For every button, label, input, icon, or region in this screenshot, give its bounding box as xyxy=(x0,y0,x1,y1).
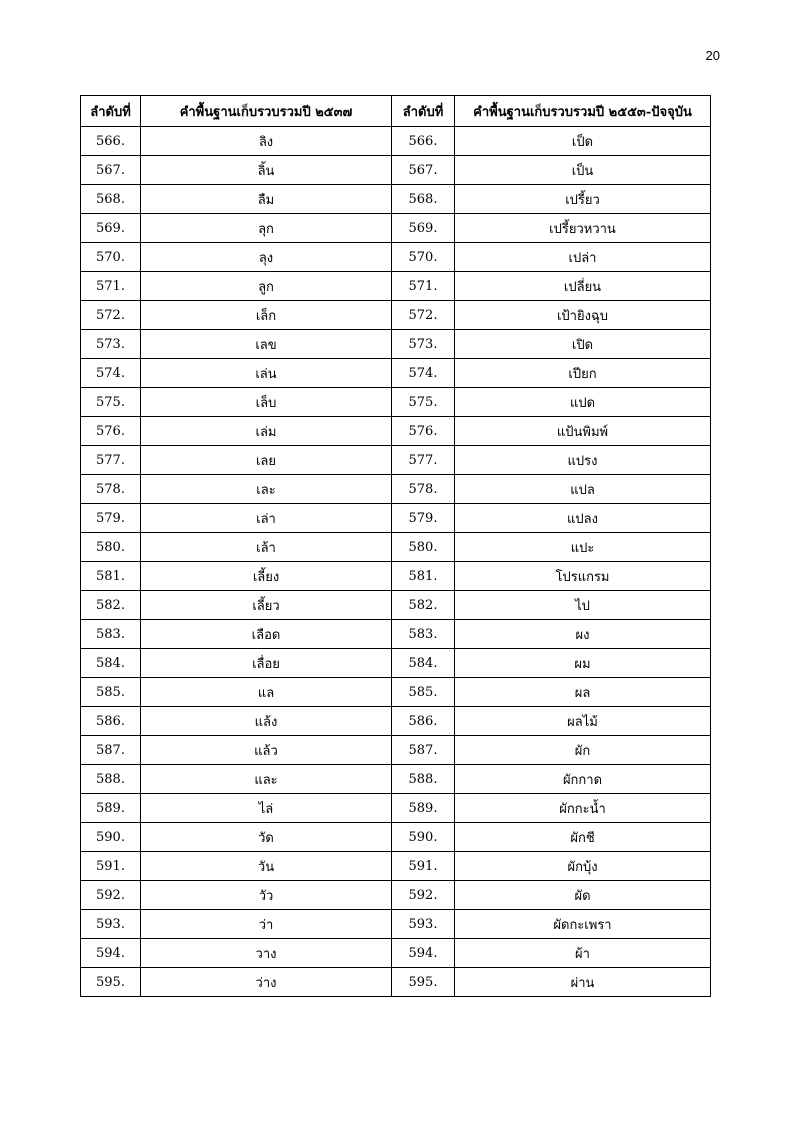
cell-word-2553: เป็น xyxy=(455,156,711,185)
cell-word-2537: เลข xyxy=(141,330,392,359)
cell-word-2537: แล้ง xyxy=(141,707,392,736)
cell-word-2553: แปด xyxy=(455,388,711,417)
cell-sequence-2: 577. xyxy=(392,446,455,475)
cell-sequence-2: 585. xyxy=(392,678,455,707)
cell-sequence-1: 579. xyxy=(81,504,141,533)
cell-sequence-1: 593. xyxy=(81,910,141,939)
cell-word-2553: ไป xyxy=(455,591,711,620)
cell-word-2537: เลี้ยง xyxy=(141,562,392,591)
table-row xyxy=(81,504,711,533)
cell-word-2553: โปรแกรม xyxy=(455,562,711,591)
cell-sequence-2: 593. xyxy=(392,910,455,939)
cell-sequence-2: 570. xyxy=(392,243,455,272)
cell-word-2553: เป้ายิงฉุบ xyxy=(455,301,711,330)
cell-word-2553: แปรง xyxy=(455,446,711,475)
cell-sequence-2: 579. xyxy=(392,504,455,533)
cell-word-2537: เลย xyxy=(141,446,392,475)
table-row xyxy=(81,359,711,388)
cell-word-2553: ผง xyxy=(455,620,711,649)
cell-sequence-2: 576. xyxy=(392,417,455,446)
cell-sequence-2: 594. xyxy=(392,939,455,968)
cell-word-2553: ผักกะน้ำ xyxy=(455,794,711,823)
table-row xyxy=(81,214,711,243)
cell-sequence-1: 575. xyxy=(81,388,141,417)
cell-word-2537: เล็บ xyxy=(141,388,392,417)
cell-sequence-2: 566. xyxy=(392,127,455,156)
table-row xyxy=(81,910,711,939)
cell-sequence-1: 587. xyxy=(81,736,141,765)
cell-word-2553: แปล xyxy=(455,475,711,504)
cell-word-2553: ผม xyxy=(455,649,711,678)
table-row xyxy=(81,272,711,301)
cell-word-2537: ลุก xyxy=(141,214,392,243)
cell-sequence-1: 574. xyxy=(81,359,141,388)
cell-sequence-1: 566. xyxy=(81,127,141,156)
cell-sequence-1: 591. xyxy=(81,852,141,881)
cell-word-2537: วัด xyxy=(141,823,392,852)
cell-word-2553: ผักบุ้ง xyxy=(455,852,711,881)
cell-sequence-2: 574. xyxy=(392,359,455,388)
cell-word-2537: เลื่อย xyxy=(141,649,392,678)
cell-sequence-1: 580. xyxy=(81,533,141,562)
cell-word-2537: ว่า xyxy=(141,910,392,939)
cell-word-2537: เล่ม xyxy=(141,417,392,446)
table-row xyxy=(81,330,711,359)
table-row xyxy=(81,852,711,881)
cell-sequence-1: 594. xyxy=(81,939,141,968)
word-comparison-table xyxy=(80,95,711,997)
cell-sequence-1: 567. xyxy=(81,156,141,185)
cell-word-2537: ลืม xyxy=(141,185,392,214)
cell-word-2537: ลิ้น xyxy=(141,156,392,185)
table-row xyxy=(81,794,711,823)
cell-sequence-1: 571. xyxy=(81,272,141,301)
cell-sequence-1: 595. xyxy=(81,968,141,997)
table-row xyxy=(81,243,711,272)
cell-sequence-2: 567. xyxy=(392,156,455,185)
cell-sequence-2: 572. xyxy=(392,301,455,330)
cell-sequence-1: 586. xyxy=(81,707,141,736)
cell-word-2553: ผัด xyxy=(455,881,711,910)
cell-sequence-1: 588. xyxy=(81,765,141,794)
cell-word-2537: เลี้ยว xyxy=(141,591,392,620)
cell-sequence-1: 577. xyxy=(81,446,141,475)
cell-word-2553: ผลไม้ xyxy=(455,707,711,736)
table-row xyxy=(81,185,711,214)
table-row xyxy=(81,417,711,446)
cell-word-2537: เล็ก xyxy=(141,301,392,330)
table-row xyxy=(81,968,711,997)
cell-sequence-2: 568. xyxy=(392,185,455,214)
cell-word-2537: ว่าง xyxy=(141,968,392,997)
table-row xyxy=(81,736,711,765)
cell-word-2537: ลุง xyxy=(141,243,392,272)
cell-word-2537: และ xyxy=(141,765,392,794)
cell-sequence-1: 568. xyxy=(81,185,141,214)
table-row xyxy=(81,127,711,156)
table-row xyxy=(81,156,711,185)
cell-word-2537: เล่น xyxy=(141,359,392,388)
cell-word-2537: เล้า xyxy=(141,533,392,562)
cell-sequence-1: 589. xyxy=(81,794,141,823)
cell-sequence-1: 592. xyxy=(81,881,141,910)
cell-sequence-1: 570. xyxy=(81,243,141,272)
cell-word-2553: ผ้า xyxy=(455,939,711,968)
cell-sequence-2: 587. xyxy=(392,736,455,765)
header-sequence-1: ลำดับที่ xyxy=(81,96,141,127)
cell-sequence-2: 580. xyxy=(392,533,455,562)
cell-word-2537: เล่า xyxy=(141,504,392,533)
cell-word-2553: เปิด xyxy=(455,330,711,359)
cell-sequence-1: 585. xyxy=(81,678,141,707)
cell-sequence-2: 581. xyxy=(392,562,455,591)
table-row xyxy=(81,533,711,562)
cell-word-2537: ลิง xyxy=(141,127,392,156)
cell-sequence-1: 584. xyxy=(81,649,141,678)
cell-sequence-2: 569. xyxy=(392,214,455,243)
table-row xyxy=(81,678,711,707)
table-row xyxy=(81,939,711,968)
cell-word-2553: ผ่าน xyxy=(455,968,711,997)
cell-word-2553: ผัดกะเพรา xyxy=(455,910,711,939)
cell-sequence-2: 588. xyxy=(392,765,455,794)
table-row xyxy=(81,562,711,591)
table-row xyxy=(81,388,711,417)
cell-sequence-2: 586. xyxy=(392,707,455,736)
table-row xyxy=(81,765,711,794)
cell-word-2537: ลูก xyxy=(141,272,392,301)
cell-word-2553: ผัก xyxy=(455,736,711,765)
cell-word-2553: แปะ xyxy=(455,533,711,562)
cell-word-2537: แล xyxy=(141,678,392,707)
cell-sequence-2: 595. xyxy=(392,968,455,997)
header-sequence-2: ลำดับที่ xyxy=(392,96,455,127)
cell-sequence-1: 590. xyxy=(81,823,141,852)
cell-sequence-1: 573. xyxy=(81,330,141,359)
cell-sequence-2: 590. xyxy=(392,823,455,852)
header-words-2553-present: คำพื้นฐานเก็บรวบรวมปี ๒๕๕๓-ปัจจุบัน xyxy=(455,96,711,127)
cell-word-2553: แปลง xyxy=(455,504,711,533)
cell-sequence-2: 582. xyxy=(392,591,455,620)
cell-word-2537: วาง xyxy=(141,939,392,968)
table-row xyxy=(81,620,711,649)
cell-sequence-2: 591. xyxy=(392,852,455,881)
cell-sequence-2: 573. xyxy=(392,330,455,359)
cell-word-2537: ไล่ xyxy=(141,794,392,823)
cell-word-2537: เลือด xyxy=(141,620,392,649)
table-row xyxy=(81,301,711,330)
cell-word-2537: เละ xyxy=(141,475,392,504)
cell-sequence-1: 583. xyxy=(81,620,141,649)
table-row xyxy=(81,475,711,504)
cell-word-2553: เปล่า xyxy=(455,243,711,272)
cell-word-2553: เปรี้ยว xyxy=(455,185,711,214)
table-row xyxy=(81,591,711,620)
cell-sequence-1: 576. xyxy=(81,417,141,446)
cell-word-2553: ผักชี xyxy=(455,823,711,852)
page-number: 20 xyxy=(705,48,720,63)
cell-sequence-2: 571. xyxy=(392,272,455,301)
cell-sequence-2: 583. xyxy=(392,620,455,649)
table-row xyxy=(81,649,711,678)
cell-sequence-2: 575. xyxy=(392,388,455,417)
cell-word-2553: เป็ด xyxy=(455,127,711,156)
cell-word-2553: เปียก xyxy=(455,359,711,388)
cell-sequence-2: 592. xyxy=(392,881,455,910)
cell-sequence-1: 582. xyxy=(81,591,141,620)
cell-sequence-1: 581. xyxy=(81,562,141,591)
cell-word-2553: ผล xyxy=(455,678,711,707)
cell-sequence-2: 589. xyxy=(392,794,455,823)
cell-sequence-1: 578. xyxy=(81,475,141,504)
header-words-2537: คำพื้นฐานเก็บรวบรวมปี ๒๕๓๗ xyxy=(141,96,392,127)
cell-word-2537: วัน xyxy=(141,852,392,881)
cell-word-2537: วัว xyxy=(141,881,392,910)
table-row xyxy=(81,881,711,910)
cell-word-2537: แล้ว xyxy=(141,736,392,765)
cell-sequence-1: 572. xyxy=(81,301,141,330)
table-row xyxy=(81,823,711,852)
cell-word-2553: เปลี่ยน xyxy=(455,272,711,301)
cell-sequence-2: 584. xyxy=(392,649,455,678)
table-header-row xyxy=(81,96,711,127)
cell-sequence-1: 569. xyxy=(81,214,141,243)
cell-sequence-2: 578. xyxy=(392,475,455,504)
table-row xyxy=(81,446,711,475)
cell-word-2553: ผักกาด xyxy=(455,765,711,794)
cell-word-2553: เปรี้ยวหวาน xyxy=(455,214,711,243)
table-row xyxy=(81,707,711,736)
table-body xyxy=(81,127,711,997)
cell-word-2553: แป้นพิมพ์ xyxy=(455,417,711,446)
